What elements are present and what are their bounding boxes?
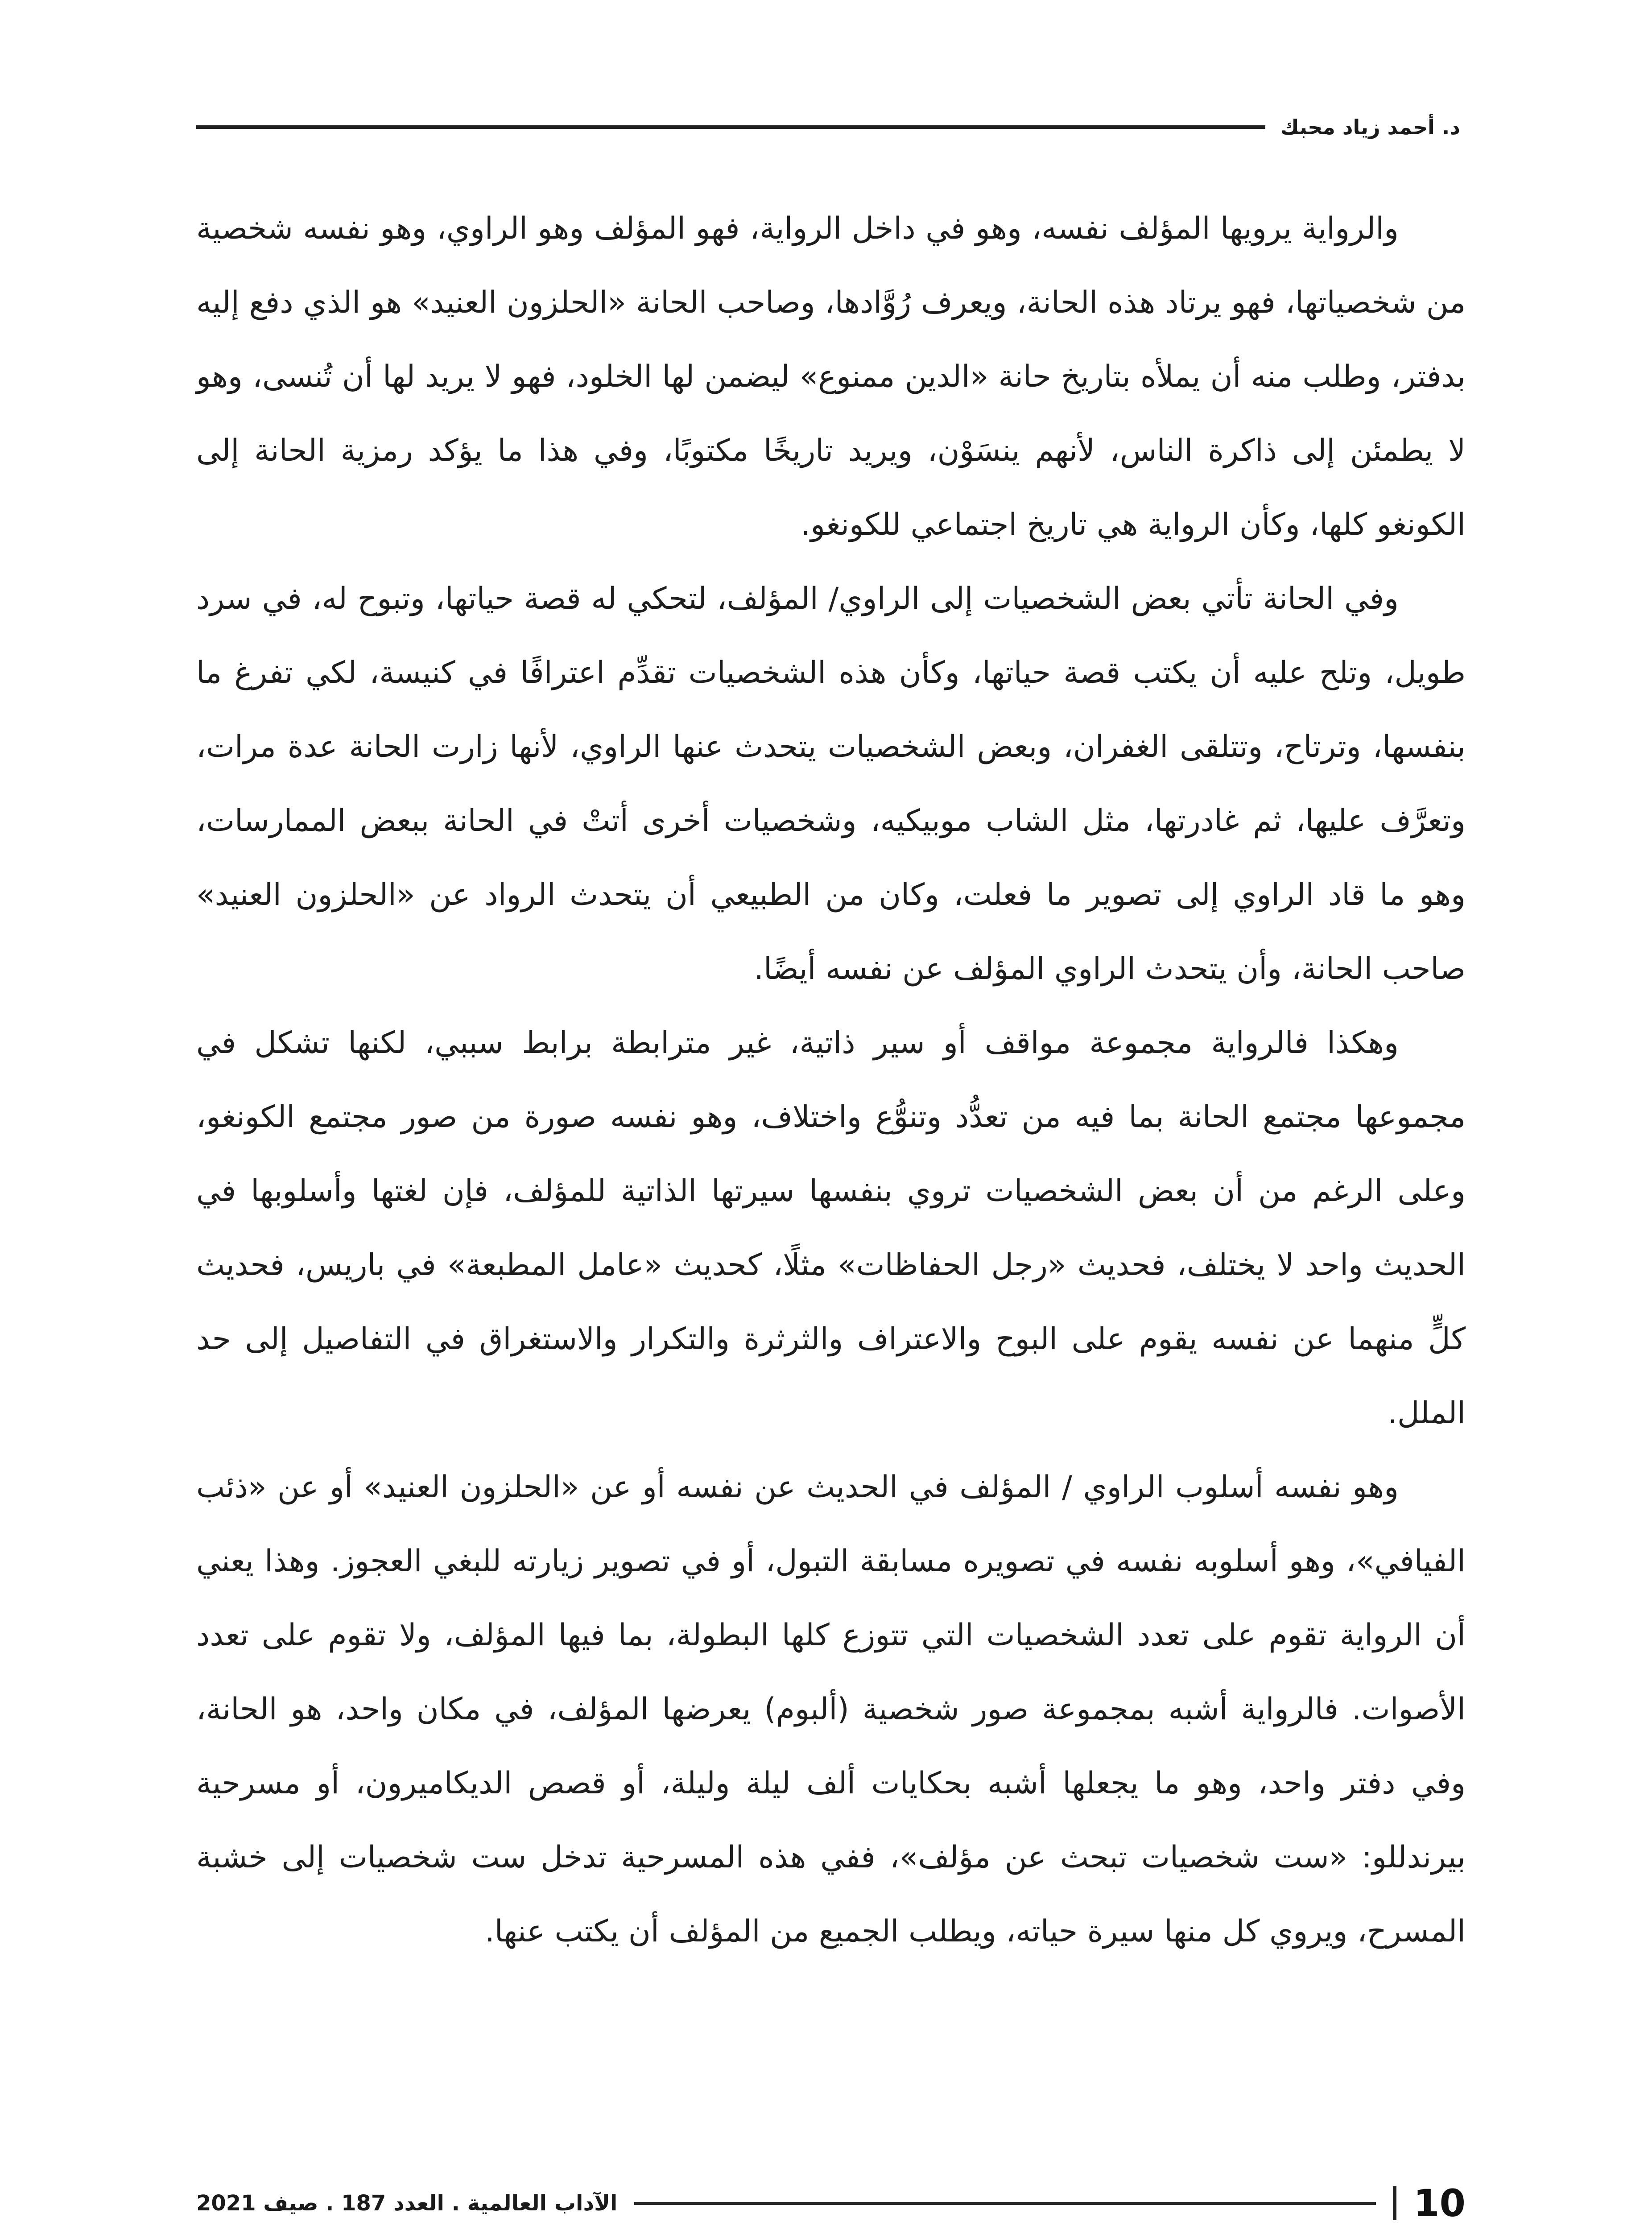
paragraph-4: وهو نفسه أسلوب الراوي / المؤلف في الحديث عن نفسه أو عن «الحلزون العنيد» أو عن «ذئب الفيافي»، وهو أسلوبه نفسه في تصويره مسابقة التبول، أو في تصوير زيارته للبغي العجوز. وهذا يعني أن الرواية تقوم على تعدد الشخصيات التي تتوزع كلها البطولة، بما فيها المؤلف، ولا تقوم على تعدد الأصوات. فالرواية أشبه بمجموعة صور شخصية (ألبوم) يعرضها المؤلف، في مكان واحد، هو الحانة، وفي دفتر واحد، وهو ما يجعلها أشبه بحكايات ألف ليلة وليلة، أو قصص الديكاميرون، أو مسرحية بيرندللو: «ست شخصيات تبحث عن مؤلف»، ففي هذه المسرحية تدخل ست شخصيات إلى خشبة المسرح، ويروي كل منها سيرة حياته، ويطلب الجميع من المؤلف أن يكتب عنها.: [196, 1470, 1466, 1949]
page-footer: [196, 2176, 1466, 2230]
paragraph-3: وهكذا فالرواية مجموعة مواقف أو سير ذاتية، غير مترابطة برابط سببي، لكنها تشكل في مجموعها مجتمع الحانة بما فيه من تعدُّد وتنوُّع واختلاف، وهو نفسه صورة من صور مجتمع الكونغو، وعلى الرغم من أن بعض الشخصيات تروي بنفسها سيرتها الذاتية للمؤلف، فإن لغتها وأسلوبها في الحديث واحد لا يختلف، فحديث «رجل الحفاظات» مثلًا، كحديث «عامل المطبعة» في باريس، فحديث كلٍّ منهما عن نفسه يقوم على البوح والاعتراف والثرثرة والتكرار والاستغراق في التفاصيل إلى حد الملل.: [196, 1025, 1466, 1431]
footer-separator: [1393, 2186, 1396, 2220]
header-rule: [196, 125, 1265, 129]
footer-rule: [634, 2202, 1376, 2205]
journal-issue-line: الآداب العالمية . العدد 187 . صيف 2021: [196, 2191, 618, 2216]
header-author: د. أحمد زياد محبك: [1280, 115, 1460, 139]
article-body: [196, 192, 1466, 1969]
running-header: [196, 103, 1460, 152]
paragraph-1: والرواية يرويها المؤلف نفسه، وهو في داخل الرواية، فهو المؤلف وهو الراوي، وهو نفسه شخصية من شخصياتها، فهو يرتاد هذه الحانة، ويعرف رُوَّادها، وصاحب الحانة «الحلزون العنيد» هو الذي دفع إليه بدفتر، وطلب منه أن يملأه بتاريخ حانة «الدين ممنوع» ليضمن لها الخلود، فهو لا يريد لها أن تُنسى، وهو لا يطمئن إلى ذاكرة الناس، لأنهم ينسَوْن، ويريد تاريخًا مكتوبًا، وفي هذا ما يؤكد رمزية الحانة إلى الكونغو كلها، وكأن الرواية هي تاريخ اجتماعي للكونغو.: [196, 211, 1466, 542]
page-number: 10: [1413, 2181, 1466, 2225]
paragraph-2: وفي الحانة تأتي بعض الشخصيات إلى الراوي/ المؤلف، لتحكي له قصة حياتها، وتبوح له، في سرد طويل، وتلح عليه أن يكتب قصة حياتها، وكأن هذه الشخصيات تقدِّم اعترافًا في كنيسة، لكي تفرغ ما بنفسها، وترتاح، وتتلقى الغفران، وبعض الشخصيات يتحدث عنها الراوي، لأنها زارت الحانة عدة مرات، وتعرَّف عليها، ثم غادرتها، مثل الشاب موبيكيه، وشخصيات أخرى أتتْ في الحانة ببعض الممارسات، وهو ما قاد الراوي إلى تصوير ما فعلت، وكان من الطبيعي أن يتحدث الرواد عن «الحلزون العنيد» صاحب الحانة، وأن يتحدث الراوي المؤلف عن نفسه أيضًا.: [196, 581, 1466, 987]
